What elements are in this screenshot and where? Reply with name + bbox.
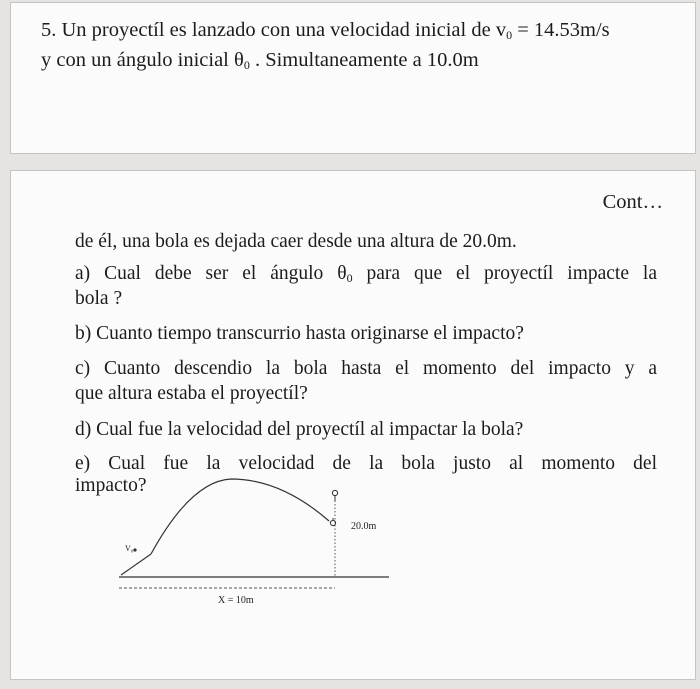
v0-subscript: 0 bbox=[506, 28, 513, 42]
projectile-figure bbox=[11, 171, 695, 679]
height-label: 20.0m bbox=[351, 521, 377, 532]
question-c-line-2: que altura estaba el proyectíl? bbox=[75, 383, 308, 404]
question-e-line-1: e) Cual fue la velocidad de la bola justo al momento del bbox=[75, 453, 657, 474]
question-a-post: para que el proyectíl impacte la bbox=[352, 263, 657, 284]
cont-label: Cont… bbox=[602, 191, 663, 213]
problem-line-1 bbox=[41, 19, 610, 43]
problem-line-2-text: y con un ángulo inicial θ bbox=[41, 49, 244, 71]
question-d: d) Cual fue la velocidad del proyectíl al impactar la bola? bbox=[75, 419, 524, 440]
distance-label: X = 10m bbox=[218, 595, 254, 606]
theta-subscript: 0 bbox=[243, 58, 250, 72]
problem-line-2 bbox=[41, 49, 479, 73]
question-a-subscript: 0 bbox=[346, 271, 353, 285]
problem-card bbox=[10, 2, 696, 154]
question-a-line-2: bola ? bbox=[75, 288, 123, 309]
question-a-pre: a) Cual debe ser el ángulo θ bbox=[75, 263, 347, 284]
trajectory-path bbox=[151, 479, 329, 554]
ball-top-icon bbox=[332, 490, 337, 495]
question-c-line-1: c) Cuanto descendio la bola hasta el momento del impacto y a bbox=[75, 358, 657, 379]
problem-line-2-end: . Simultaneamente a 10.0m bbox=[249, 49, 479, 71]
v0-value: = 14.53m/s bbox=[512, 19, 610, 41]
launch-line bbox=[121, 554, 151, 575]
velocity-label: V₀ bbox=[125, 544, 134, 553]
intro-text: de él, una bola es dejada caer desde una altura de 20.0m. bbox=[75, 231, 517, 252]
problem-line-1-text: Un proyectíl es lanzado con una velocidad inicial de v bbox=[61, 19, 507, 41]
projectile-icon bbox=[133, 548, 136, 551]
question-e-line-2: impacto? bbox=[75, 475, 147, 496]
question-b: b) Cuanto tiempo transcurrio hasta originarse el impacto? bbox=[75, 323, 524, 344]
problem-number: 5. bbox=[41, 19, 57, 41]
continuation-card bbox=[10, 170, 696, 680]
